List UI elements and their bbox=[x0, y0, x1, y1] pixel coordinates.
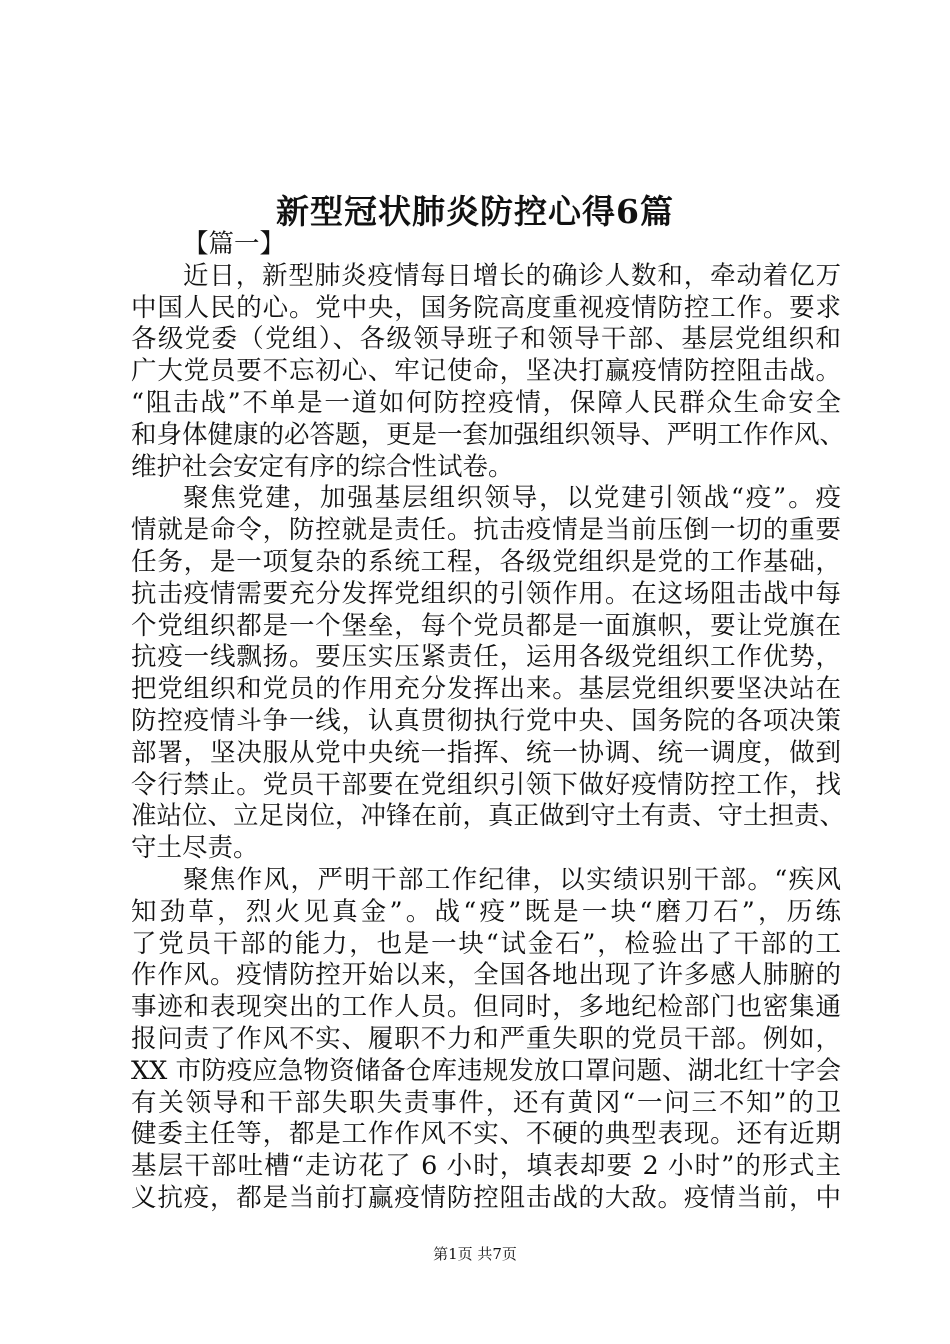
text-line: 作作风。疫情防控开始以来，全国各地出现了许多感人肺腑的 bbox=[131, 960, 841, 991]
text-line: 了党员干部的能力，也是一块“试金石”，检验出了干部的工 bbox=[131, 928, 841, 959]
text-line: 个党组织都是一个堡垒，每个党员都是一面旗帜，要让党旗在 bbox=[131, 610, 841, 641]
text-line: 各级党委（党组）、各级领导班子和领导干部、基层党组织和 bbox=[131, 324, 841, 355]
text-line: 义抗疫，都是当前打赢疫情防控阻击战的大敌。疫情当前，中 bbox=[131, 1182, 841, 1213]
text-line: 准站位、立足岗位，冲锋在前，真正做到守土有责、守土担责、 bbox=[131, 801, 846, 832]
text-line: 防控疫情斗争一线，认真贯彻执行党中央、国务院的各项决策 bbox=[131, 705, 841, 736]
text-line: 和身体健康的必答题，更是一套加强组织领导、严明工作作风、 bbox=[131, 419, 846, 450]
text-line: 聚焦作风，严明干部工作纪律，以实绩识别干部。“疾风 bbox=[183, 864, 841, 895]
text-line: “阻击战”不单是一道如何防控疫情，保障人民群众生命安全 bbox=[131, 387, 841, 418]
text-line: XX 市防疫应急物资储备仓库违规发放口罩问题、湖北红十字会 bbox=[131, 1055, 841, 1086]
text-line: 聚焦党建，加强基层组织领导，以党建引领战“疫”。疫 bbox=[183, 483, 841, 514]
page-footer: 第1页 共7页 bbox=[433, 1245, 517, 1263]
text-line: 部署，坚决服从党中央统一指挥、统一协调、统一调度，做到 bbox=[131, 737, 841, 768]
text-line: 知劲草，烈火见真金”。战“疫”既是一块“磨刀石”，历练 bbox=[131, 896, 841, 927]
text-line: 中国人民的心。党中央，国务院高度重视疫情防控工作。要求 bbox=[131, 292, 841, 323]
text-line: 【篇一】 bbox=[183, 229, 286, 259]
text-line: 任务，是一项复杂的系统工程，各级党组织是党的工作基础， bbox=[131, 546, 841, 577]
text-line: 抗疫一线飘扬。要压实压紧责任，运用各级党组织工作优势， bbox=[131, 642, 841, 673]
text-line: 情就是命令，防控就是责任。抗击疫情是当前压倒一切的重要 bbox=[131, 515, 841, 546]
text-line: 基层干部吐槽“走访花了 6 小时，填表却要 2 小时”的形式主 bbox=[131, 1151, 841, 1182]
text-line: 令行禁止。党员干部要在党组织引领下做好疫情防控工作，找 bbox=[131, 769, 841, 800]
document-title: 新型冠状肺炎防控心得6篇 bbox=[276, 192, 674, 231]
text-line: 维护社会安定有序的综合性试卷。 bbox=[131, 451, 514, 482]
text-line: 事迹和表现突出的工作人员。但同时，多地纪检部门也密集通 bbox=[131, 992, 841, 1023]
text-line: 有关领导和干部失职失责事件，还有黄冈“一问三不知”的卫 bbox=[131, 1087, 841, 1118]
text-line: 报问责了作风不实、履职不力和严重失职的党员干部。例如， bbox=[131, 1023, 841, 1054]
text-line: 抗击疫情需要充分发挥党组织的引领作用。在这场阻击战中每 bbox=[131, 578, 841, 609]
document-body bbox=[131, 229, 846, 1215]
text-line: 广大党员要不忘初心、牢记使命，坚决打赢疫情防控阻击战。 bbox=[131, 356, 841, 387]
text-line: 守土尽责。 bbox=[131, 833, 259, 864]
text-line: 近日，新型肺炎疫情每日增长的确诊人数和，牵动着亿万 bbox=[183, 260, 841, 291]
text-line: 把党组织和党员的作用充分发挥出来。基层党组织要坚决站在 bbox=[131, 674, 841, 705]
text-line: 健委主任等，都是工作作风不实、不硬的典型表现。还有近期 bbox=[131, 1119, 841, 1150]
